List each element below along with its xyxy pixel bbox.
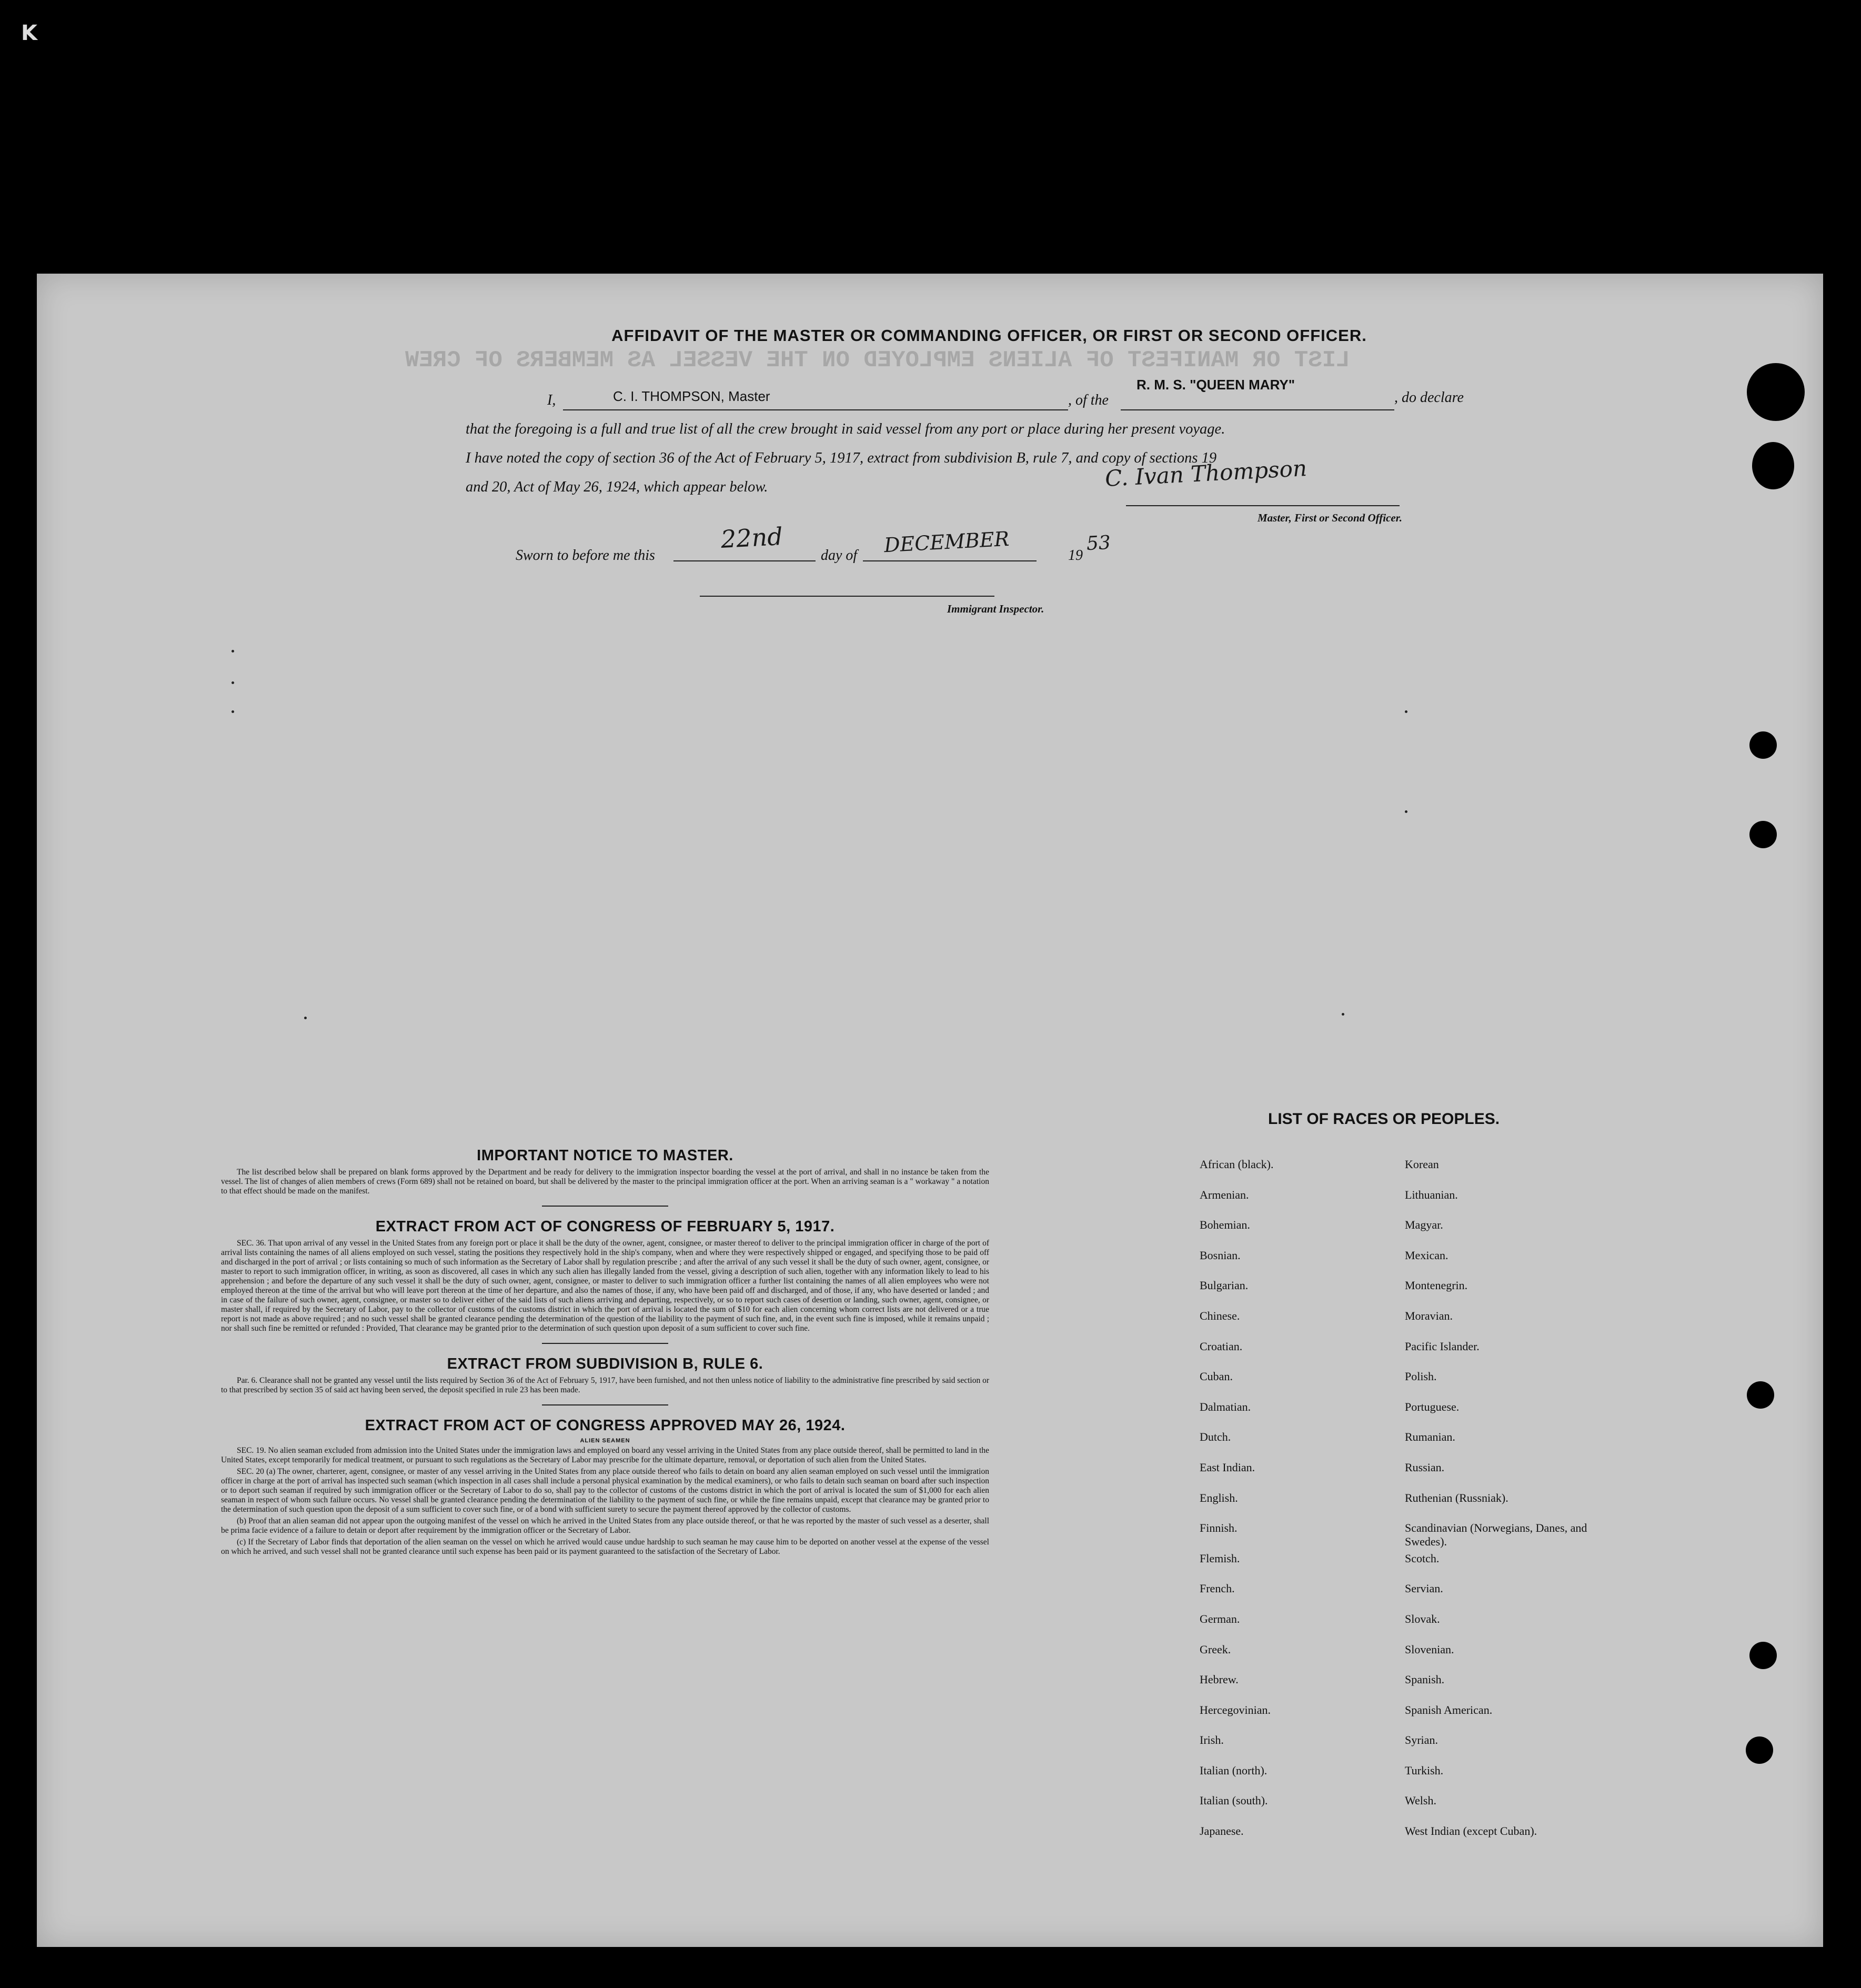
document-sheet — [37, 274, 1823, 1947]
race-item: Spanish. — [1405, 1673, 1445, 1686]
extract3-para-3: (b) Proof that an alien seaman did not appear upon the outgoing manifest of the vessel on which he arrived in the United States from any place outside thereof, or that he was reported by the master of such vessel as a deserter, shall be prima facie evidence of a failure to detain or deport after requirement by the immigration officer or the Secretary of Labor. — [221, 1517, 989, 1535]
race-item: Mexican. — [1405, 1248, 1448, 1262]
race-item: Polish. — [1405, 1370, 1437, 1383]
race-item: Armenian. — [1200, 1188, 1249, 1201]
race-item: English. — [1200, 1491, 1238, 1504]
speck — [1405, 810, 1407, 813]
speck — [232, 650, 234, 652]
race-item: Italian (south). — [1200, 1794, 1268, 1808]
divider — [542, 1404, 668, 1405]
race-item: Turkish. — [1405, 1763, 1444, 1777]
affidavit-title: AFFIDAVIT OF THE MASTER OR COMMANDING OFFICER, OR FIRST OR SECOND OFFICER. — [611, 326, 1367, 345]
year-value: 53 — [1085, 531, 1111, 555]
race-item: Bulgarian. — [1200, 1279, 1249, 1292]
master-name-line — [563, 409, 1068, 410]
notice-title: IMPORTANT NOTICE TO MASTER. — [477, 1147, 733, 1164]
race-item: Russian. — [1405, 1460, 1445, 1474]
extract1-body: SEC. 36. That upon arrival of any vessel in the United States from any foreign port or place it shall be the duty of the owner, agent, consignee, or master thereof to deliver to the principal immigration officer in charge of the port of arrival lists containing the names of all aliens employed on such vessel, stating the positions they respectively hold in the ship's company, when and where they were respectively shipped or engaged, and specifying those to be paid off and discharged in the port of arrival ; or lists containing so much of such information as the Secretary of Labor shall by regulation prescribe ; and after the arrival of any such vessel it shall be the duty of such owner, agent, consignee, or master to report to such immigration officer, in writing, as soon as discovered, all cases in which any such alien has illegally landed from the vessel, giving a description of such alien, together with any information likely to lead to his apprehension ; and before the departure of any such vessel it shall be the duty of such owner, agent, consignee, or master to deliver to such immigration officer a further list containing the names of all alien employees who were not employed thereon at the time of the arrival but who will leave port thereon at the time of her departure, and also the names of those, if any, who have been paid off and discharged, and of those, if any, who have deserted or landed ; and in case of the failure of such owner, agent, consignee, or master so to deliver either of the said lists of such aliens arriving and departing, respectively, or so to report such cases of desertion or landing, such owner, agent, consignee, or master shall, if required by the Secretary of Labor, pay to the collector of customs of the customs district in which the port of arrival is located the sum of $10 for each alien concerning whom correct lists are not delivered or a true report is not made as above required ; and no such vessel shall be granted clearance pending the determination of the question of the liability to the payment of such fine, and, in the event such fine is imposed, while it remains unpaid ; nor shall such fine be remitted or refunded : Provided, That clearance may be granted prior to the determination of such question upon deposit of a sum sufficient to cover such fine. — [221, 1239, 989, 1333]
race-item: Pacific Islander. — [1405, 1339, 1480, 1353]
signature-label: Master, First or Second Officer. — [1258, 511, 1402, 524]
extract2-title: EXTRACT FROM SUBDIVISION B, RULE 6. — [447, 1356, 763, 1372]
race-item: East Indian. — [1200, 1460, 1255, 1474]
race-item: Italian (north). — [1200, 1763, 1268, 1777]
race-item: Rumanian. — [1405, 1430, 1455, 1444]
speck — [232, 681, 234, 684]
race-item: Lithuanian. — [1405, 1188, 1458, 1201]
corner-mark: K — [21, 21, 37, 45]
race-item: Flemish. — [1200, 1551, 1240, 1565]
ghost-heading: LIST OR MANIFEST OF ALIENS EMPLOYED ON THE VESSEL AS MEMBERS OF CREW — [405, 347, 1350, 374]
race-item: Portuguese. — [1405, 1400, 1460, 1413]
race-item: Montenegrin. — [1405, 1279, 1468, 1292]
master-signature: C. Ivan Thompson — [1104, 455, 1308, 492]
race-item: Dutch. — [1200, 1430, 1231, 1444]
race-item: Irish. — [1200, 1733, 1224, 1747]
vessel-line — [1121, 409, 1394, 410]
race-item: Scotch. — [1405, 1551, 1440, 1565]
year-prefix: 19 — [1068, 547, 1083, 564]
race-item: Slovak. — [1405, 1612, 1440, 1625]
divider — [542, 1206, 668, 1207]
race-item: Syrian. — [1405, 1733, 1438, 1747]
binder-hole — [1752, 442, 1794, 489]
races-title: LIST OF RACES OR PEOPLES. — [1268, 1110, 1500, 1128]
race-item: Welsh. — [1405, 1794, 1436, 1808]
vessel-name: R. M. S. "QUEEN MARY" — [1136, 377, 1295, 393]
signature-line — [1126, 505, 1400, 506]
race-item: Bosnian. — [1200, 1248, 1241, 1262]
inspector-line — [700, 596, 994, 597]
race-item: Chinese. — [1200, 1309, 1240, 1322]
race-item: Hercegovinian. — [1200, 1703, 1271, 1716]
race-item: Magyar. — [1405, 1218, 1443, 1232]
extract2-body: Par. 6. Clearance shall not be granted any vessel until the lists required by Section 36 of the Act of February 5, 1917, have been furnished, and not then unless notice of liability to the administrative fine prescribed by said section or to that prescribed by section 35 of said act having been served, the deposit specified in rule 23 has been made. — [221, 1376, 989, 1394]
inspector-label: Immigrant Inspector. — [947, 603, 1044, 615]
speck — [304, 1017, 307, 1019]
race-item: Greek. — [1200, 1642, 1231, 1656]
races-column-2 — [1405, 1158, 1605, 1855]
race-item: West Indian (except Cuban). — [1405, 1824, 1537, 1838]
notice-section — [221, 1147, 989, 1559]
affidavit-line-2: I have noted the copy of section 36 of the Act of February 5, 1917, extract from subdivision B, rule 7, and copy of sections 19 — [466, 450, 1217, 466]
race-item: Servian. — [1405, 1582, 1443, 1595]
sworn-label: Sworn to before me this — [516, 547, 655, 564]
race-item: Japanese. — [1200, 1824, 1244, 1838]
binder-hole — [1749, 731, 1777, 759]
master-name: C. I. THOMPSON, Master — [613, 388, 770, 404]
extract3-para-2: SEC. 20 (a) The owner, charterer, agent, consignee, or master of any vessel arriving in the United States from any place outside thereof who fails to detain on board any alien seaman employed on such vessel until the immigration officer in charge at the port of arrival has inspected such seaman (which inspection in all cases shall include a personal physical examination by the medical examiners), or who fails to detain such seaman on board after such inspection or to deport such seaman if required by such immigration officer or the Secretary of Labor to do so, shall pay to the collector of customs of the customs district in which the port of arrival is located the sum of $1,000 for each alien seaman in respect of whom such failure occurs. No vessel shall be granted clearance pending the determination of the liability to the payment of such fine, or while the fine remains unpaid, except that clearance may be granted prior to the determination of such question upon the deposit of a sum sufficient to cover such fine, or of a bond with sufficient surety to secure the payment thereof approved by the collector of customs. — [221, 1467, 989, 1514]
of-the-label: , of the — [1068, 392, 1109, 408]
race-item: Korean — [1405, 1158, 1439, 1171]
race-item: Cuban. — [1200, 1370, 1233, 1383]
day-line — [673, 560, 816, 561]
binder-hole — [1747, 1381, 1774, 1409]
speck — [1405, 710, 1407, 713]
extract3-title: EXTRACT FROM ACT OF CONGRESS APPROVED MAY 26, 1924. — [365, 1417, 846, 1434]
month-line — [863, 560, 1037, 561]
race-item: Croatian. — [1200, 1339, 1243, 1353]
race-item: Ruthenian (Russniak). — [1405, 1491, 1508, 1504]
day-value: 22nd — [720, 521, 783, 554]
extract3-subtitle: ALIEN SEAMEN — [580, 1438, 630, 1444]
i-label: I, — [547, 392, 556, 408]
binder-hole — [1749, 1642, 1777, 1669]
binder-hole — [1747, 363, 1805, 421]
race-item: Bohemian. — [1200, 1218, 1250, 1232]
race-item: African (black). — [1200, 1158, 1274, 1171]
extract1-title: EXTRACT FROM ACT OF CONGRESS OF FEBRUARY 5, 1917. — [375, 1218, 835, 1235]
day-label: day of — [821, 547, 858, 564]
race-item: Moravian. — [1405, 1309, 1453, 1322]
race-item: German. — [1200, 1612, 1240, 1625]
binder-hole — [1749, 821, 1777, 848]
race-item: Dalmatian. — [1200, 1400, 1251, 1413]
binder-hole — [1746, 1736, 1773, 1764]
divider — [542, 1343, 668, 1344]
do-declare-label: , do declare — [1394, 389, 1464, 406]
race-item: Finnish. — [1200, 1521, 1238, 1535]
month-value: DECEMBER — [883, 527, 1010, 557]
race-item: Slovenian. — [1405, 1642, 1454, 1656]
extract3-para-4: (c) If the Secretary of Labor finds that deportation of the alien seaman on the vessel on which he arrived would cause undue hardship to such seaman he may cause him to be deported on another vessel at the expense of the vessel on which he arrived, and such vessel shall not be granted clearance until such expense has been paid or its payment guaranteed to the satisfaction of the Secretary of Labor. — [221, 1538, 989, 1556]
race-item: Spanish American. — [1405, 1703, 1493, 1716]
notice-body: The list described below shall be prepared on blank forms approved by the Department and be ready for delivery to the immigration inspector boarding the vessel at the port of arrival, and shall in no instance be taken from the vessel. The list of changes of alien members of crews (Form 689) shall not be retained on board, but shall be delivered by the master to the principal immigration officer at the port. When an arriving seaman is a " workaway " a notation to that effect should be made on the manifest. — [221, 1168, 989, 1196]
race-item: French. — [1200, 1582, 1235, 1595]
affidavit-line-1: that the foregoing is a full and true list of all the crew brought in said vessel from any port or place during her present voyage. — [466, 421, 1225, 437]
race-item: Hebrew. — [1200, 1673, 1239, 1686]
extract3-para-1: SEC. 19. No alien seaman excluded from admission into the United States under the immigration laws and employed on board any vessel arriving in the United States from any place outside thereof, shall be permitted to land in the United States, except temporarily for medical treatment, or pursuant to such regulations as the Secretary of Labor may prescribe for the ultimate departure, removal, or deportation of such alien from the United States. — [221, 1446, 989, 1464]
affidavit-line-3: and 20, Act of May 26, 1924, which appear below. — [466, 479, 768, 495]
speck — [232, 710, 234, 713]
race-item: Scandinavian (Norwegians, Danes, and Swedes). — [1405, 1521, 1587, 1549]
speck — [1342, 1013, 1344, 1016]
races-column-1 — [1200, 1158, 1400, 1855]
